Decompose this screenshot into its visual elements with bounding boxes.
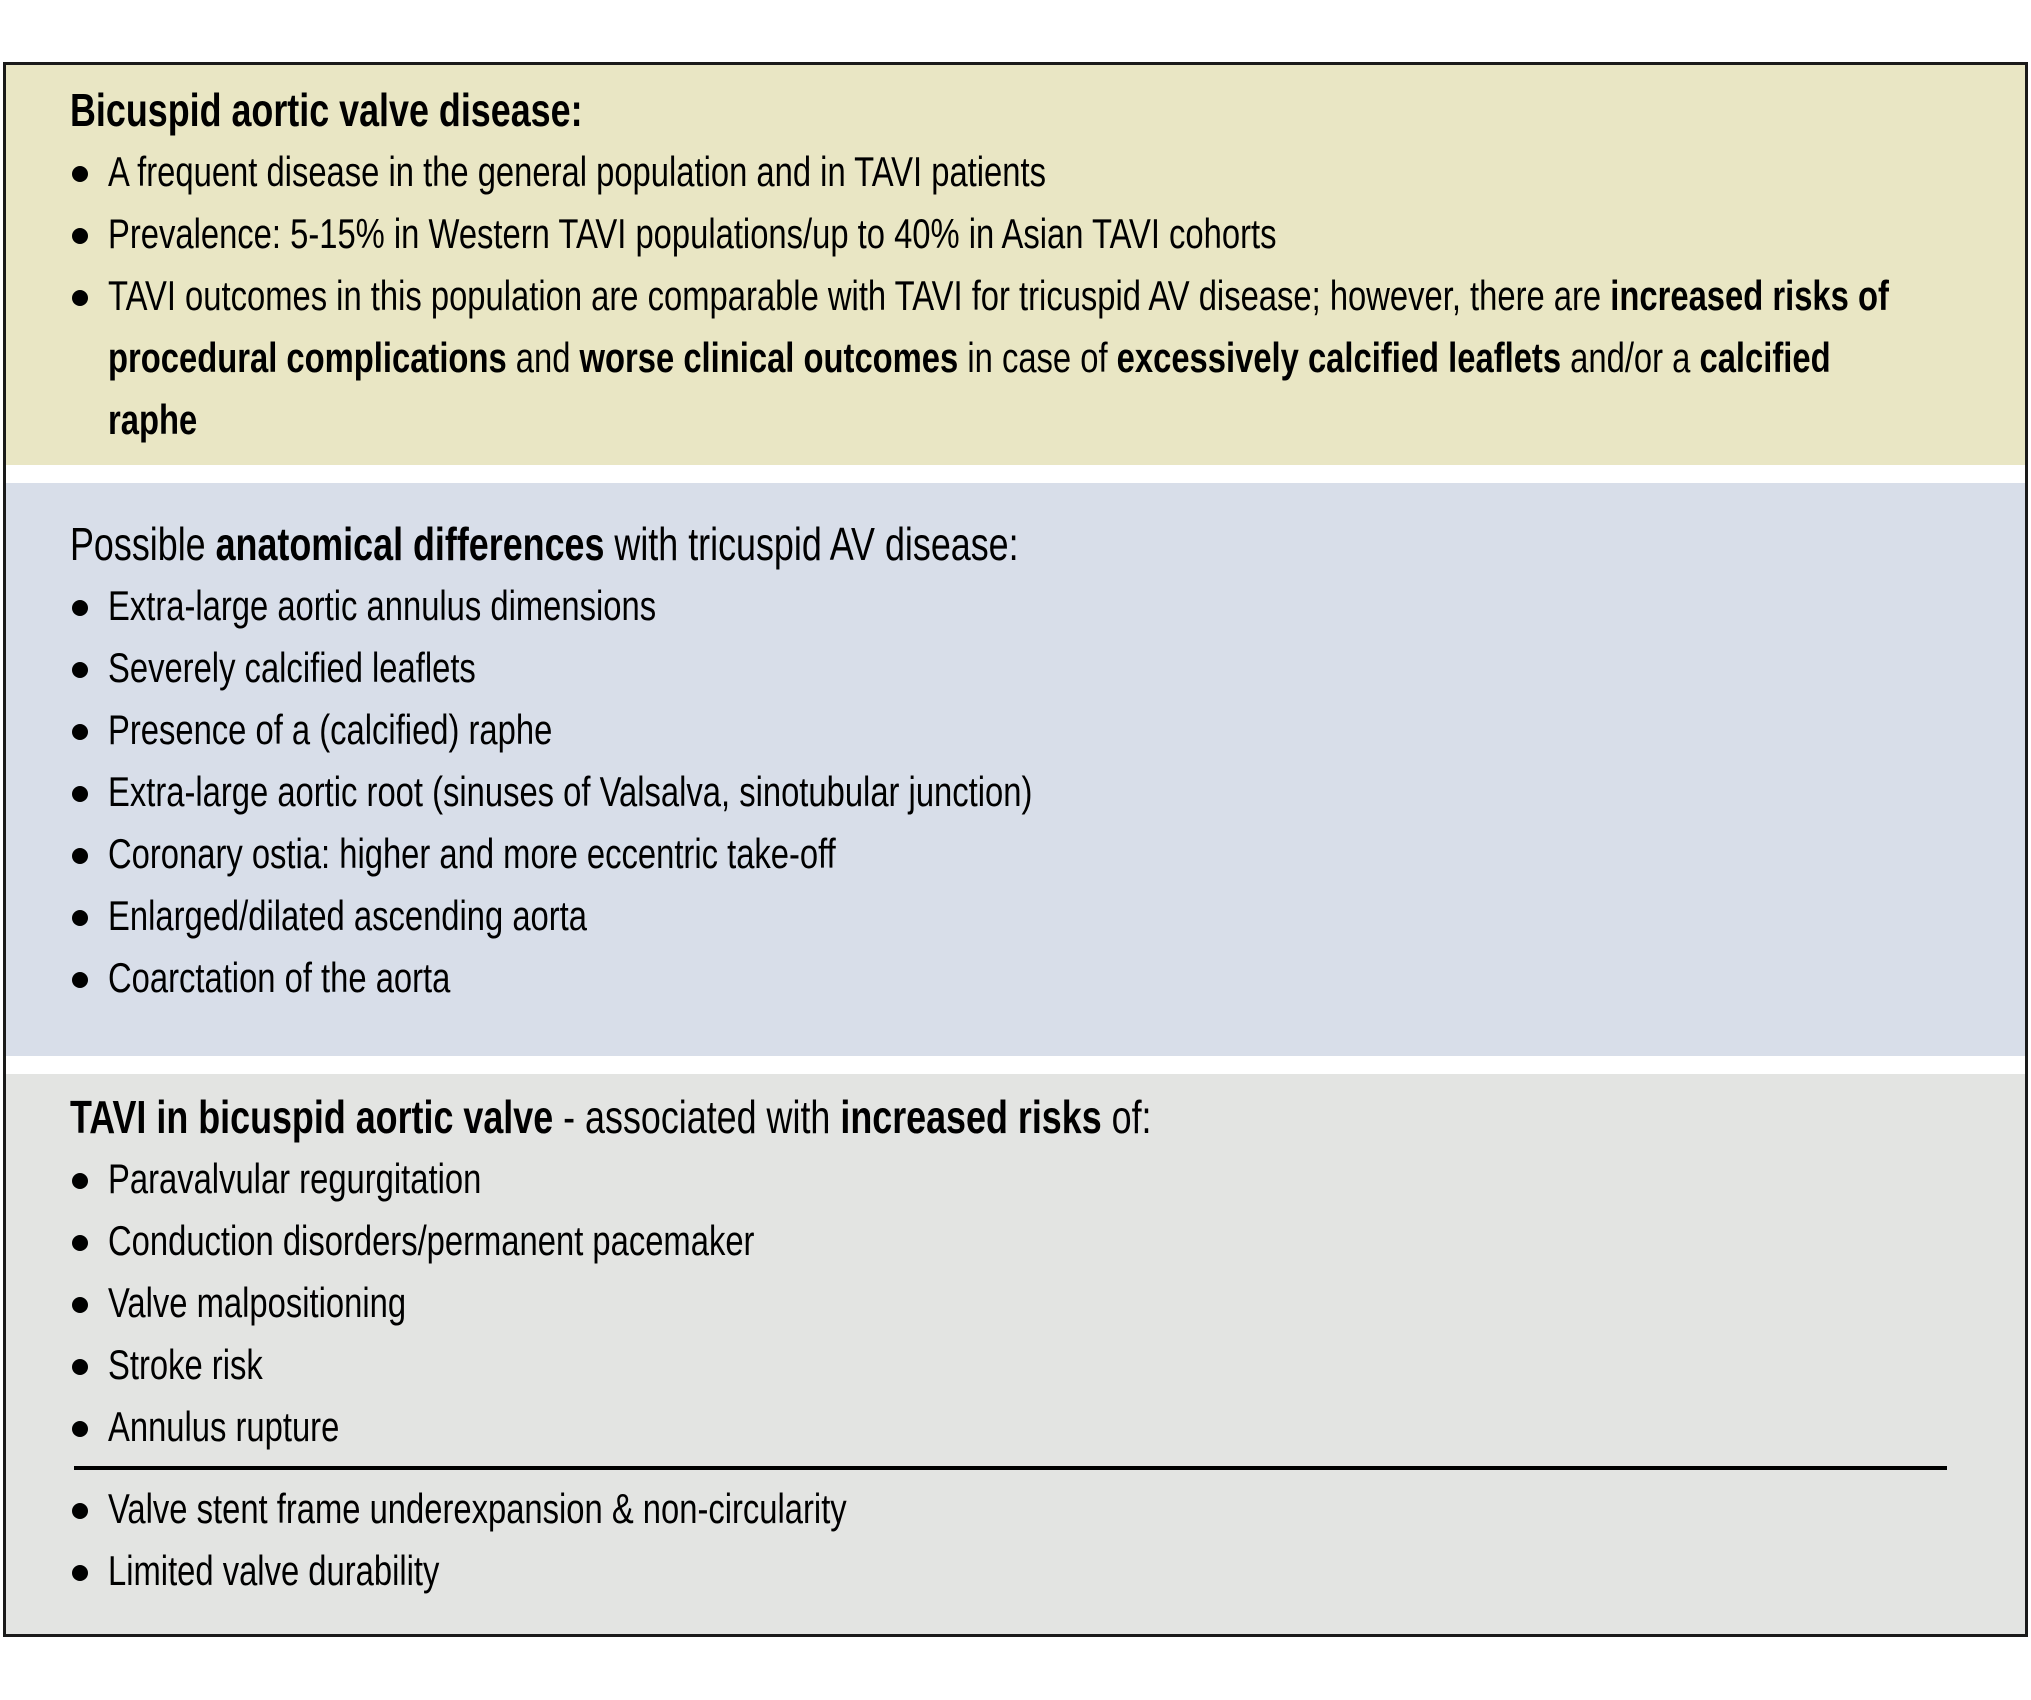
bullet-item xyxy=(70,141,1989,203)
bullet-item xyxy=(70,1478,1989,1540)
bullet-continuation-line xyxy=(70,389,1989,451)
bullet-text: Extra-large aortic annulus dimensions xyxy=(108,582,657,629)
bullet-item xyxy=(70,637,1989,699)
section-title-text: Possible anatomical differences with tricuspid AV disease: xyxy=(70,518,1019,570)
bullet-item xyxy=(70,1272,1989,1334)
section-title xyxy=(70,79,1989,141)
bullet-icon xyxy=(72,600,88,616)
bullet-text: Stroke risk xyxy=(108,1341,263,1388)
bullet-text: Coarctation of the aorta xyxy=(108,954,451,1001)
bullet-icon xyxy=(72,166,88,182)
section-anatomical-differences xyxy=(6,483,2025,1056)
bullet-text: Paravalvular regurgitation xyxy=(108,1155,482,1202)
bullet-text: Annulus rupture xyxy=(108,1403,340,1450)
bullet-item xyxy=(70,1210,1989,1272)
section-title xyxy=(70,1086,1989,1148)
bullet-text: Presence of a (calcified) raphe xyxy=(108,706,553,753)
bullet-item xyxy=(70,1148,1989,1210)
bullet-item xyxy=(70,203,1989,265)
bullet-icon xyxy=(72,228,88,244)
bullet-item xyxy=(70,761,1989,823)
section-gap xyxy=(6,1056,2025,1074)
bullet-item xyxy=(70,823,1989,885)
bullet-icon xyxy=(72,1173,88,1189)
bullet-text: Valve stent frame underexpansion & non-circularity xyxy=(108,1485,847,1532)
section-tavi-in-bicuspid-increased-risks xyxy=(6,1074,2025,1634)
section-title xyxy=(70,513,1989,575)
bullet-icon xyxy=(72,848,88,864)
section-gap xyxy=(6,465,2025,483)
bullet-icon xyxy=(72,290,88,306)
bullet-icon xyxy=(72,1235,88,1251)
bullet-text: Conduction disorders/permanent pacemaker xyxy=(108,1217,755,1264)
bullet-text: TAVI outcomes in this population are comparable with TAVI for tricuspid AV disease; however, there are increased risks of xyxy=(108,272,1889,319)
section-title-text: TAVI in bicuspid aortic valve - associated with increased risks of: xyxy=(70,1091,1152,1143)
bullet-icon xyxy=(72,972,88,988)
bullet-item xyxy=(70,1334,1989,1396)
section-bicuspid-aortic-valve-disease xyxy=(6,65,2025,465)
bullet-icon xyxy=(72,786,88,802)
bullet-item xyxy=(70,699,1989,761)
section-title-text: Bicuspid aortic valve disease: xyxy=(70,84,583,136)
bullet-text: Valve malpositioning xyxy=(108,1279,407,1326)
bullet-text: Coronary ostia: higher and more eccentric take-off xyxy=(108,830,836,877)
bullet-text: procedural complications and worse clinical outcomes in case of excessively calcified leaflets and/or a calcified xyxy=(108,334,1831,381)
bullet-text: A frequent disease in the general population and in TAVI patients xyxy=(108,148,1046,195)
bullet-icon xyxy=(72,1297,88,1313)
bullet-icon xyxy=(72,662,88,678)
bullet-text: Enlarged/dilated ascending aorta xyxy=(108,892,588,939)
bullet-item xyxy=(70,1396,1989,1458)
bullet-text: Limited valve durability xyxy=(108,1547,440,1594)
bullet-item xyxy=(70,885,1989,947)
bullet-icon xyxy=(72,1421,88,1437)
bullet-text: raphe xyxy=(108,396,198,443)
bullet-item xyxy=(70,1540,1989,1602)
bullet-item xyxy=(70,575,1989,637)
bullet-icon xyxy=(72,1359,88,1375)
bullet-icon xyxy=(72,910,88,926)
bullet-text: Extra-large aortic root (sinuses of Valsalva, sinotubular junction) xyxy=(108,768,1033,815)
bullet-icon xyxy=(72,1503,88,1519)
bullet-icon xyxy=(72,724,88,740)
info-panel xyxy=(3,62,2028,1637)
bullet-item xyxy=(70,265,1989,327)
bullet-text: Severely calcified leaflets xyxy=(108,644,476,691)
bullet-icon xyxy=(72,1565,88,1581)
bullet-continuation-line xyxy=(70,327,1989,389)
bullet-item xyxy=(70,947,1989,1009)
bullet-text: Prevalence: 5-15% in Western TAVI populations/up to 40% in Asian TAVI cohorts xyxy=(108,210,1277,257)
divider-line xyxy=(74,1466,1947,1470)
